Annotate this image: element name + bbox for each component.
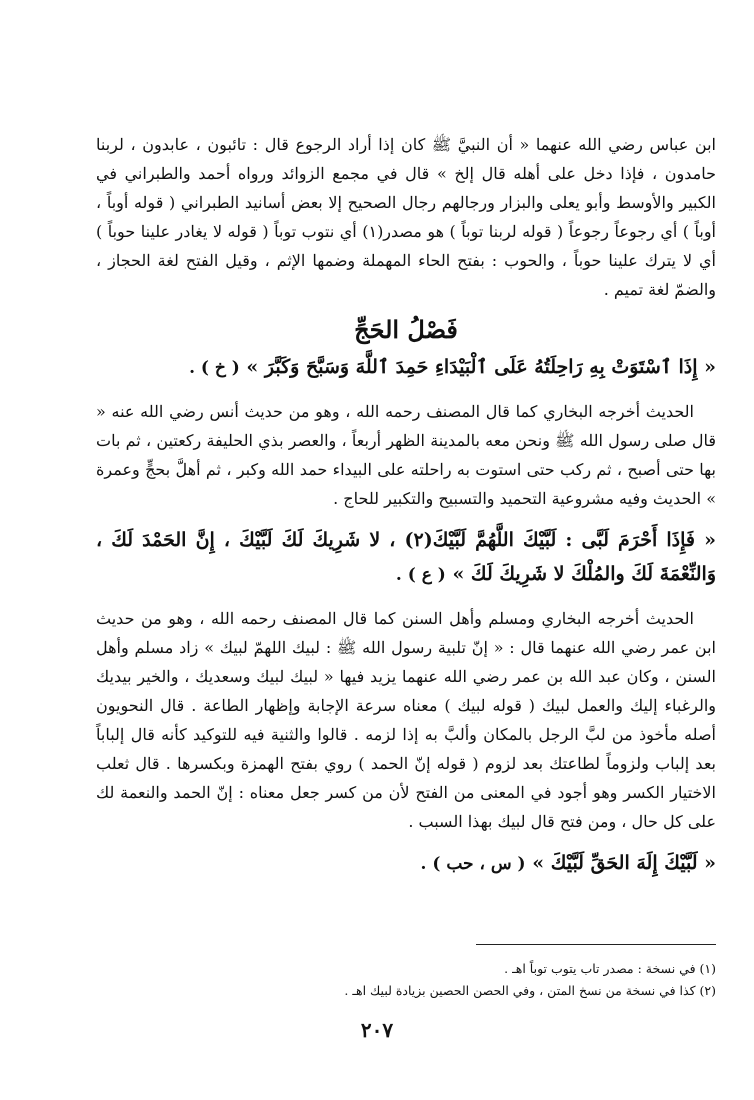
hadith-3-body: « لَبَّيْكَ إِلَهَ الحَقِّ لَبَّيْكَ » bbox=[532, 852, 716, 874]
commentary-1: الحديث أخرجه البخاري كما قال المصنف رحمه الله ، وهو من حديث أنس رضي الله عنه « قال صلى رسول الله ﷺ ونحن معه بالمدينة الظهر أربعاً ، والعصر بذي الحليفة ركعتين ، ثم بات بها حتى أصبح ، ثم ركب حتى استوت به راحلته على البيداء حمد الله وكبر ، ثم أهلَّ بحجٍّ وعمرة » الحديث وفيه مشروعية التحميد والتسبيح والتكبير للحاج . bbox=[96, 402, 717, 508]
hadith-text-3 bbox=[96, 846, 716, 881]
footnotes bbox=[96, 958, 716, 1002]
footnote-1: (١) في نسخة : مصدر تاب يتوب توباً اهـ . bbox=[504, 961, 716, 976]
commentary-2: الحديث أخرجه البخاري ومسلم وأهل السنن كما قال المصنف رحمه الله ، وهو من حديث ابن عمر رضي الله عنهما قال : « إنّ تلبية رسول الله ﷺ : لبيك اللهمّ لبيك » زاد مسلم وأهل السنن ، وكان عبد الله بن عمر رضي الله عنهما يزيد فيها « لبيك لبيك وسعديك ، والخير بيديك والرغباء إليك والعمل لبيك ( قوله لبيك ) معناه سرعة الإجابة وإظهار الطاعة . قال النحويون أصله مأخوذ من لبَّ الرجل بالمكان وألبَّ به إذا لزمه . قالوا والثنية فيه للتوكيد كأنه قال إلباباً بعد إلباب ولزوماً لطاعتك بعد لزوم ( قوله إنّ الحمد ) روي بفتح الهمزة وبكسرها . قال ثعلب الاختيار الكسر وهو أجود في المعنى من الفتح لأن من كسر جعل معناه : إنّ الحمد والنعمة لك على كل حال ، ومن فتح قال لبيك بهذا السبب . bbox=[96, 609, 716, 831]
section-title: فَصْلُ الحَجِّ bbox=[354, 315, 458, 344]
footnote-2: (٢) كذا في نسخة من نسخ المتن ، وفي الحصن الحصين بزيادة لبيك اهـ . bbox=[344, 983, 716, 998]
page-number: ٢٠٧ bbox=[360, 1018, 394, 1042]
footnote-divider bbox=[476, 944, 716, 945]
hadith-text-2 bbox=[96, 523, 716, 592]
hadith-2-body: « فَإِذَا أَحْرَمَ لَبَّى : لَبَّيْكَ اللَّهُمَّ لَبَّيْكَ(٢) ، لا شَرِيكَ لَكَ لَبَّيْكَ ، إِنَّ الحَمْدَ لَكَ ، وَالنِّعْمَةَ لَكَ والمُلْكَ لا شَرِيكَ لَكَ » bbox=[96, 529, 716, 585]
hadith-2-reference: ( ع ) . bbox=[395, 565, 446, 585]
hadith-1-reference: ( خ ) . bbox=[189, 358, 240, 378]
hadith-3-reference: ( س ، حب ) . bbox=[420, 854, 526, 874]
hadith-text-1 bbox=[96, 350, 716, 385]
hadith-1-body: « إِذَا ٱسْتَوَتْ بِهِ رَاحِلَتُهُ عَلَى ٱلْبَيْدَاءِ حَمِدَ ٱللَّهَ وَسَبَّحَ وَكَبَّرَ » bbox=[246, 356, 716, 378]
opening-paragraph: ابن عباس رضي الله عنهما « أن النبيَّ ﷺ كان إذا أراد الرجوع قال : تائبون ، عابدون ، لربنا حامدون ، فإذا دخل على أهله قال إلخ » قال في مجمع الزوائد ورواه أحمد والطبراني في الكبير والأوسط وأبو يعلى والبزار ورجالهم رجال الصحيح إلا بعض أسانيد الطبراني ( قوله أوباً ، أوباً ) أي رجوعاً رجوعاً ( قوله لربنا توباً ) هو مصدر(١) أي نتوب توباً ( قوله لا يغادر علينا حوباً ) أي لا يترك علينا حوباً ، والحوب : بفتح الحاء المهملة وضمها الإثم ، وقيل الفتح لغة الحجاز ، والضمّ لغة تميم . bbox=[96, 135, 717, 299]
page-body bbox=[96, 130, 716, 893]
